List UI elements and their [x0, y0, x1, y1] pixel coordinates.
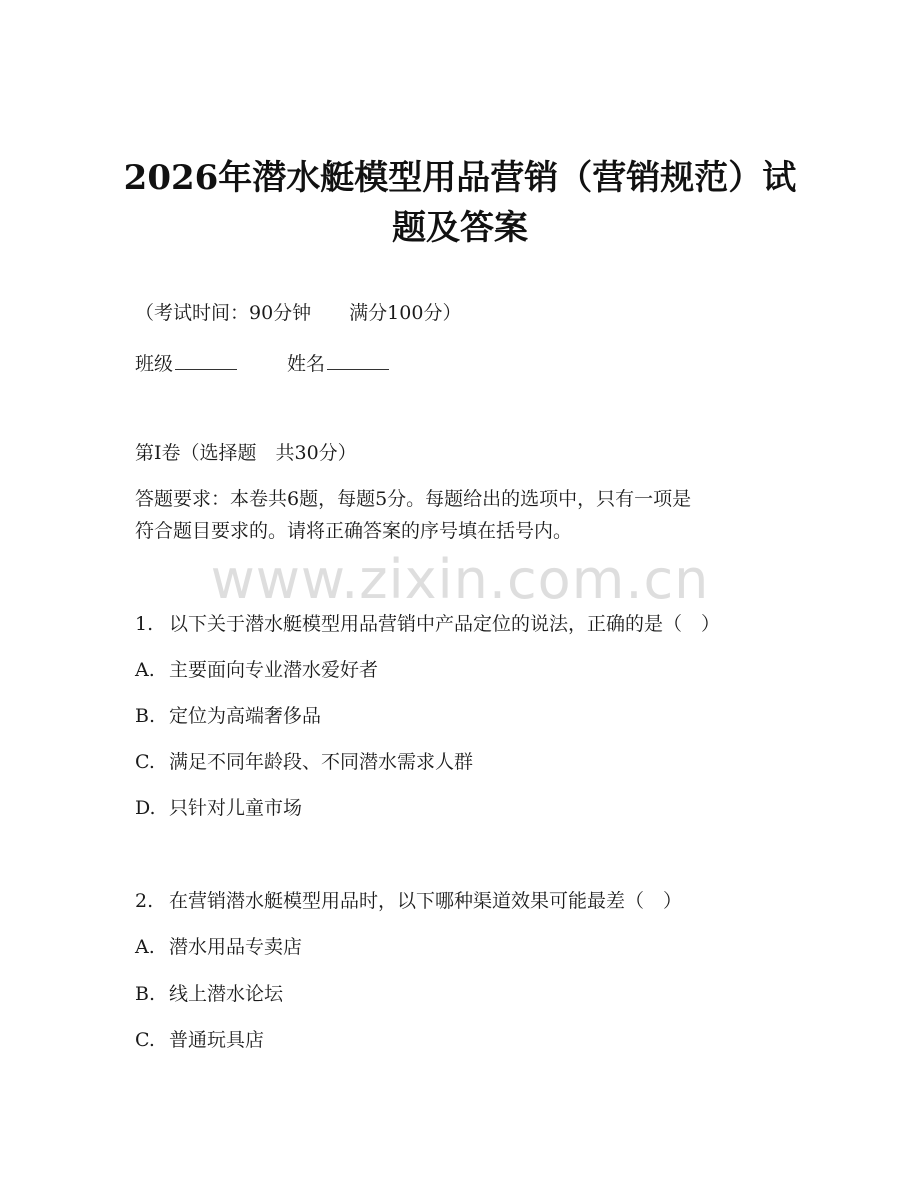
question-number: 1.	[135, 613, 154, 635]
class-label: 班级	[135, 353, 174, 375]
option-label: B.	[135, 705, 156, 727]
exam-info: （考试时间：90分钟 满分100分）	[135, 302, 462, 324]
section-title: 第I卷（选择题 共30分）	[135, 442, 357, 464]
question-1-option-c[interactable]	[135, 749, 473, 775]
option-label: D.	[135, 797, 156, 819]
option-text: 线上潜水论坛	[169, 983, 284, 1005]
instructions-line-2: 符合题目要求的。请将正确答案的序号填在括号内。	[135, 520, 573, 542]
option-label: A.	[135, 936, 155, 958]
watermark: www.zixin.com.cn	[210, 548, 710, 611]
option-text: 普通玩具店	[169, 1029, 265, 1051]
option-text: 只针对儿童市场	[169, 797, 303, 819]
question-1-option-d[interactable]	[135, 795, 302, 821]
option-text: 满足不同年龄段、不同潜水需求人群	[169, 751, 474, 773]
question-number: 2.	[135, 890, 154, 912]
option-label: C.	[135, 751, 155, 773]
question-1-option-a[interactable]	[135, 657, 378, 683]
name-blank[interactable]	[327, 349, 389, 370]
name-label: 姓名	[287, 353, 326, 375]
option-label: B.	[135, 983, 156, 1005]
question-2	[135, 888, 682, 914]
question-1-option-b[interactable]	[135, 703, 321, 729]
question-2-option-b[interactable]	[135, 981, 283, 1007]
document-title-line-1: 2026年潜水艇模型用品营销（营销规范）试	[123, 158, 797, 198]
question-text: 在营销潜水艇模型用品时，以下哪种渠道效果可能最差（ ）	[169, 890, 683, 912]
option-text: 主要面向专业潜水爱好者	[169, 659, 379, 681]
question-text: 以下关于潜水艇模型用品营销中产品定位的说法，正确的是（ ）	[169, 613, 721, 635]
question-1	[135, 611, 720, 637]
question-2-option-a[interactable]	[135, 934, 302, 960]
class-blank[interactable]	[175, 349, 237, 370]
student-info-row	[135, 349, 389, 377]
option-label: C.	[135, 1029, 155, 1051]
instructions-line-1: 答题要求：本卷共6题，每题5分。每题给出的选项中，只有一项是	[135, 488, 692, 510]
option-text: 定位为高端奢侈品	[169, 705, 322, 727]
option-text: 潜水用品专卖店	[169, 936, 303, 958]
option-label: A.	[135, 659, 155, 681]
question-2-option-c[interactable]	[135, 1027, 264, 1053]
document-title-line-2: 题及答案	[392, 208, 528, 248]
